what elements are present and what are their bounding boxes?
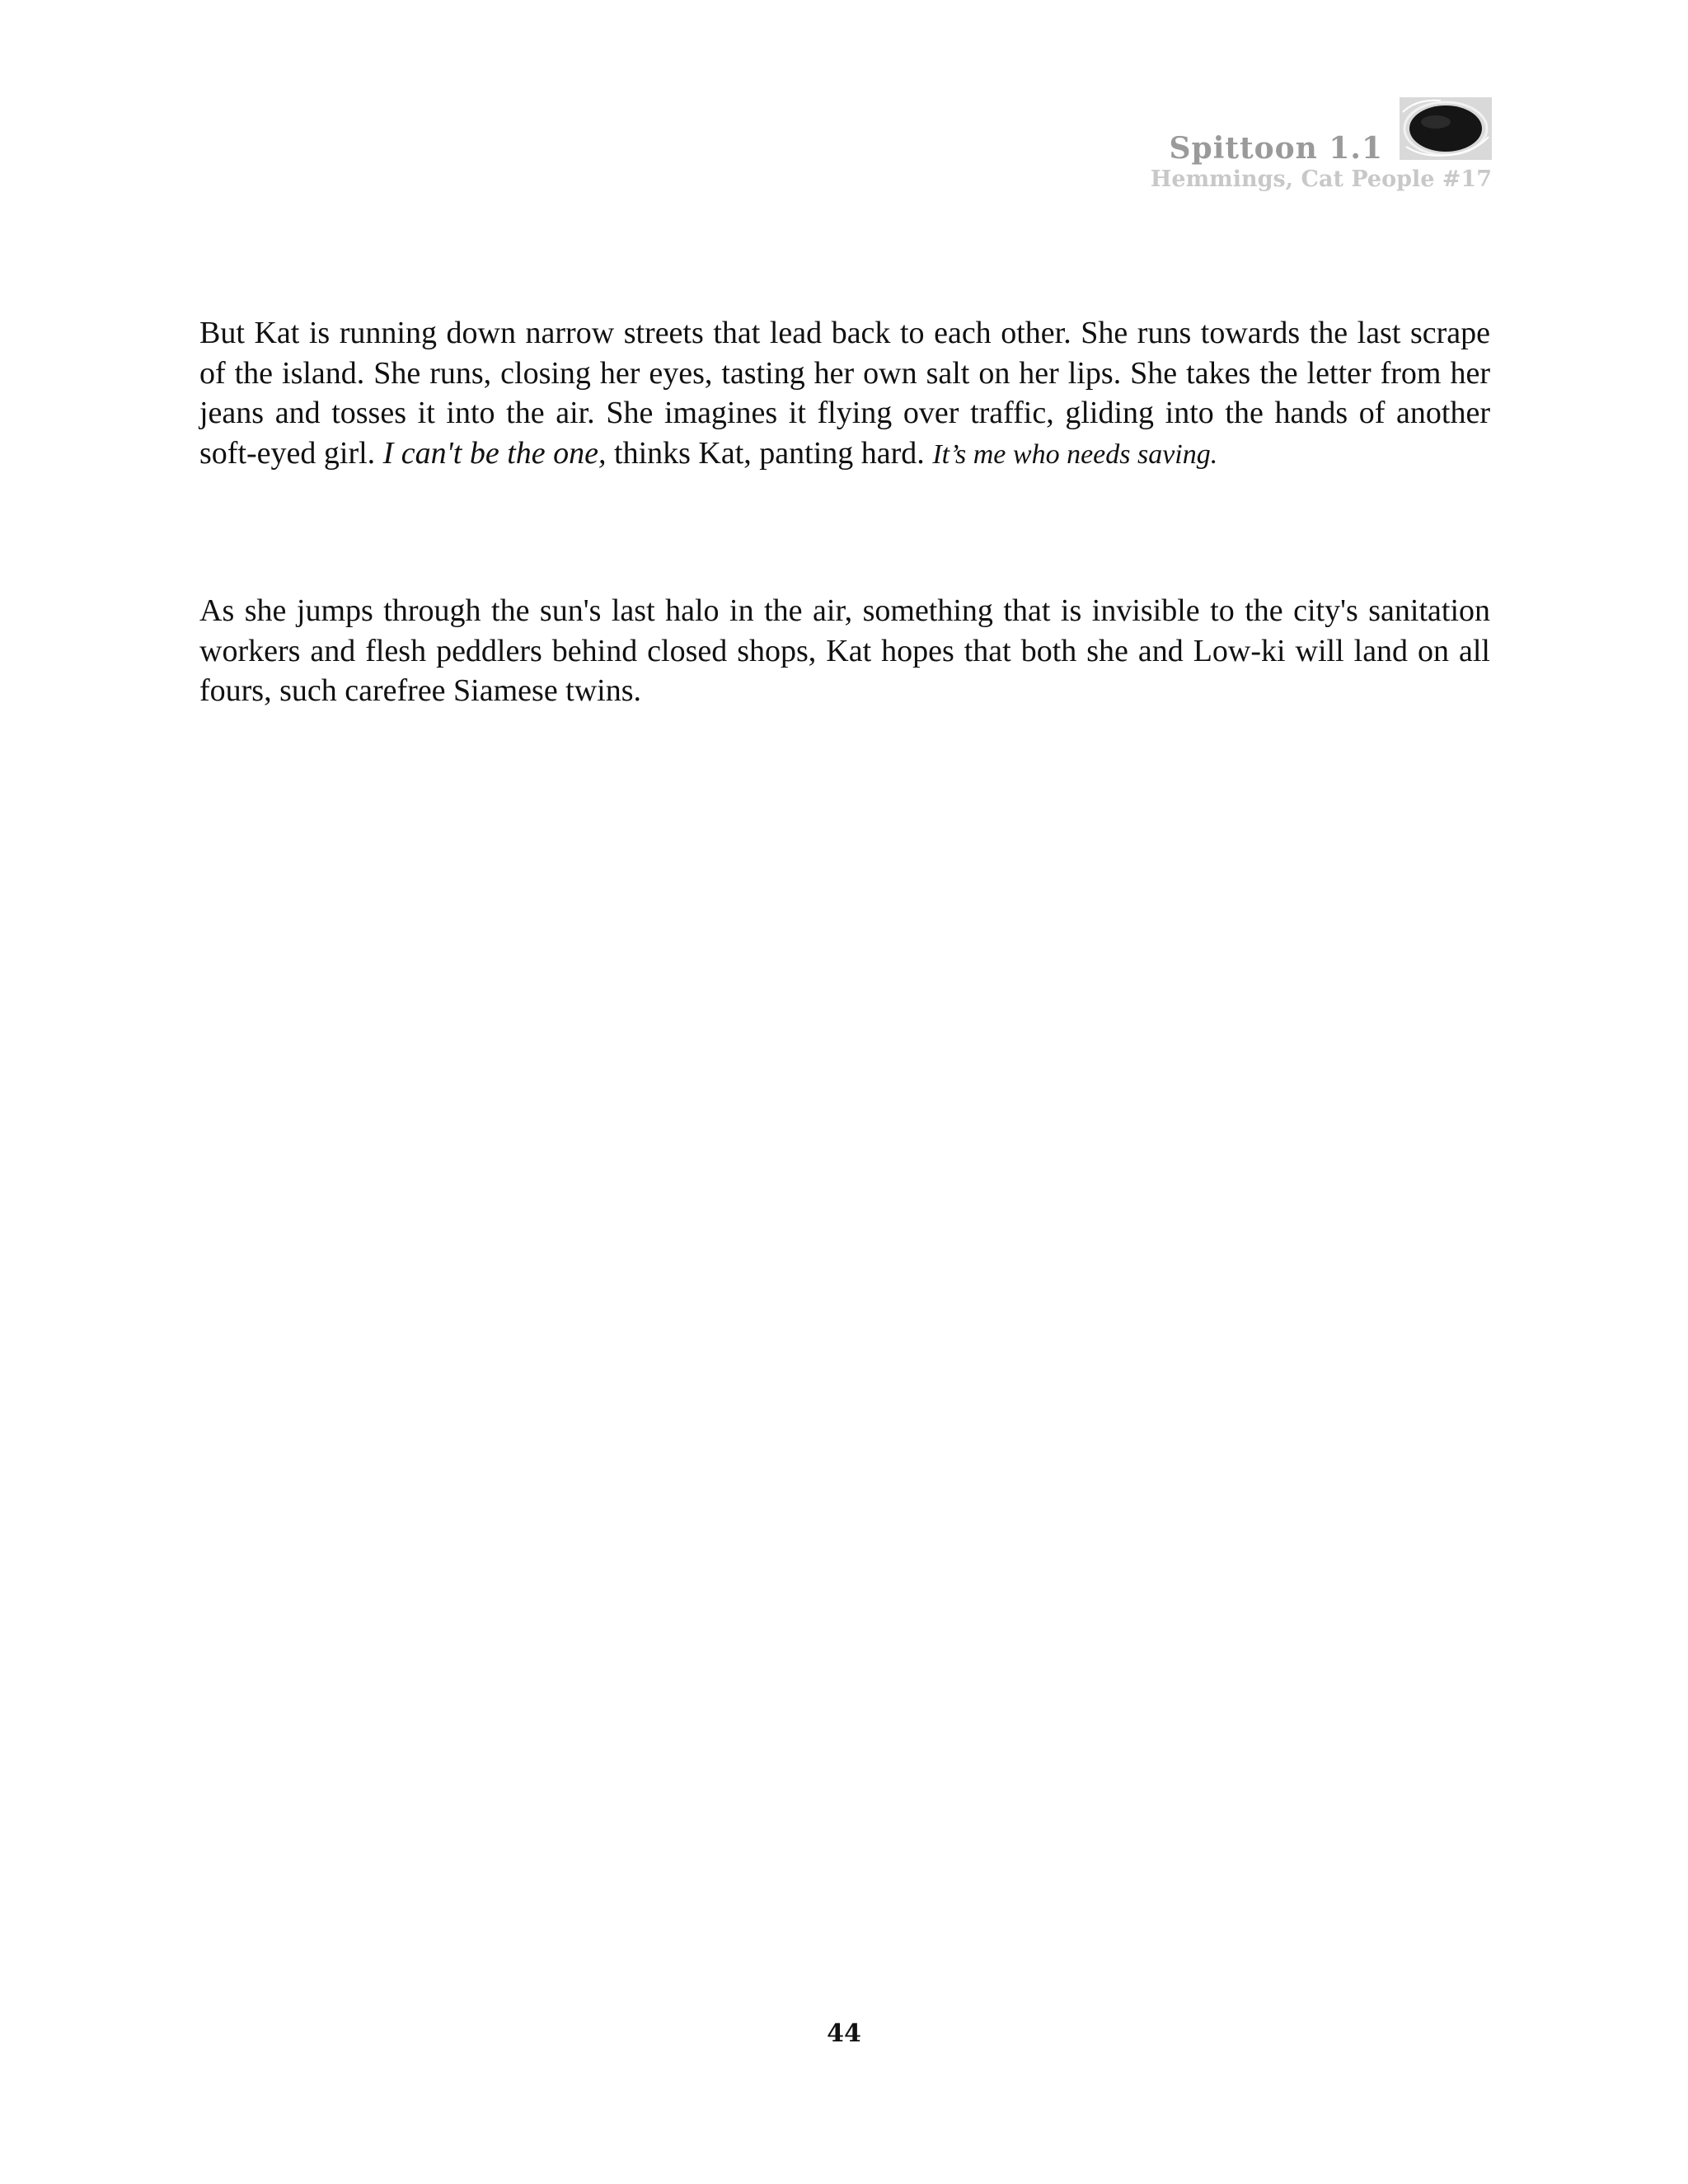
stone-icon	[1400, 97, 1492, 160]
story-subtitle: Hemmings, Cat People #17	[1150, 166, 1492, 192]
paragraph-1-italic-a: I can't be the one,	[382, 435, 607, 471]
paragraph-2: As she jumps through the sun's last halo in the air, something that is invisible to the city's sanitation workers and flesh peddlers behind closed shops, Kat hopes that both she and Low-ki will land on all fours, such carefree Siamese twins.	[199, 593, 1490, 708]
running-header	[1151, 97, 1492, 190]
page-number: 44	[827, 2019, 861, 2048]
paragraph-1-italic-b: It’s me who needs saving.	[932, 438, 1218, 470]
paragraph-1-text-b: thinks Kat, panting hard.	[606, 435, 933, 471]
paragraph-1-text-a: But Kat is running down narrow streets that lead back to each other. She runs towards the last scrape of the island. She runs, closing her eyes, tasting her own salt on her lips. She takes the letter from her jeans and tosses it into the air. She imagines it flying over traffic, gliding into the hands of another soft-eyed girl.	[199, 316, 1490, 471]
paragraph-1	[199, 313, 1490, 475]
journal-title: Spittoon 1.1	[1169, 131, 1383, 166]
